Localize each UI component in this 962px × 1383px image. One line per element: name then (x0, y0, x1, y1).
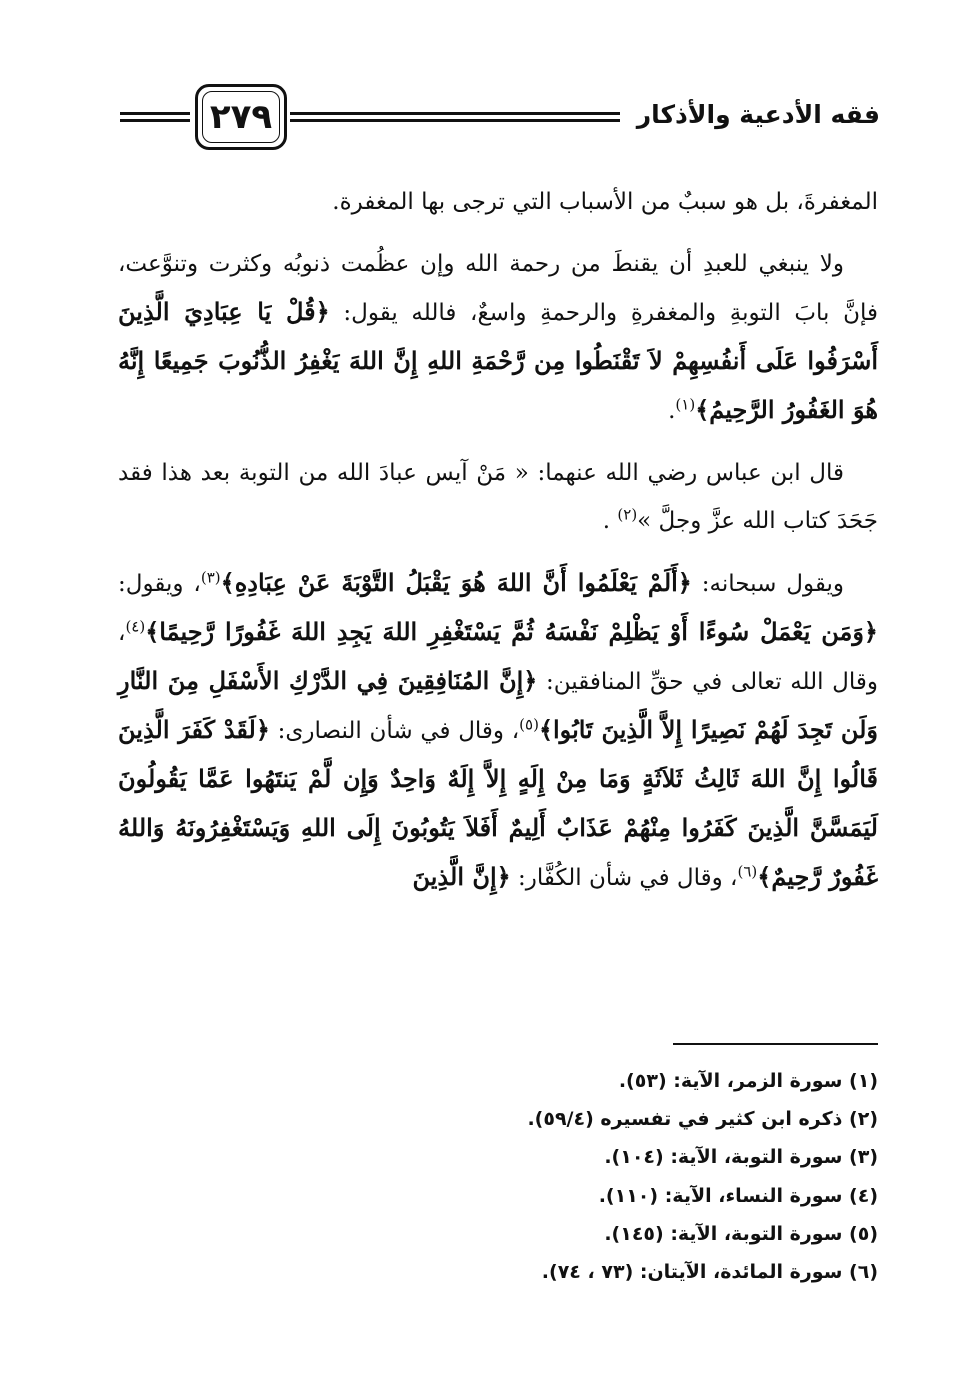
quran-verse: ﴿وَمَن يَعْمَلْ سُوءًا أَوْ يَظْلِمْ نَفْسَهُ ثُمَّ يَسْتَغْفِرِ اللهَ يَجِدِ اللهَ غَفُورًا رَّحِيمًا﴾ (145, 617, 878, 646)
paragraph-4-text: ويقول سبحانه: (691, 571, 845, 597)
paragraph-4 (118, 559, 878, 902)
quran-verse: ﴿لَقَدْ كَفَرَ الَّذِينَ قَالُوا إِنَّ اللهَ ثَالِثُ ثَلاَثَةٍ وَمَا مِنْ إِلَهٍ إِلاَّ إِلَهٌ وَاحِدٌ وَإِن لَّمْ يَنتَهُوا عَمَّا يَقُولُونَ لَيَمَسَّنَّ الَّذِينَ كَفَرُوا مِنْهُمْ عَذَابٌ أَلِيمٌ أَفَلاَ يَتُوبُونَ إِلَى اللهِ وَيَسْتَغْفِرُونَهُ وَاللهُ غَفُورٌ رَّحِيمٌ﴾ (118, 715, 878, 891)
footnote-1: (١) سورة الزمر، الآية: (٥٣). (618, 1070, 878, 1092)
footnote-reference: (٣) (200, 568, 221, 587)
footnote-reference: (٦) (737, 862, 758, 881)
main-text (118, 178, 878, 916)
footnote-5: (٥) سورة التوبة، الآية: (١٤٥). (604, 1222, 878, 1245)
period: . (668, 398, 676, 424)
paragraph-4-text: ، وقال في شأن الكُفَّار: (510, 865, 738, 891)
quran-verse: ﴿إِنَّ المُنَافِقِينَ فِي الدَّرْكِ الأَسْفَلِ مِنَ النَّارِ وَلَن تَجِدَ لَهُمْ نَصِيرًا إِلاَّ الَّذِينَ تَابُوا﴾ (118, 666, 878, 744)
quran-verse: ﴿أَلَمْ يَعْلَمُوا أَنَّ اللهَ هُوَ يَقْبَلُ التَّوْبَةَ عَنْ عِبَادِهِ﴾ (220, 568, 692, 597)
page-number: ٢٧٩ (195, 84, 287, 150)
quran-verse: ﴿إِنَّ الَّذِينَ (412, 862, 511, 891)
paragraph-4-text: ، وقال في شأن النصارى: (269, 718, 520, 744)
header-rule-middle (290, 112, 620, 122)
footnotes (400, 1062, 878, 1291)
footnote-reference: (٢) (617, 505, 638, 524)
paragraph-2 (118, 240, 878, 435)
header-rule-left (120, 112, 190, 122)
running-title: فقه الأدعية والأذكار (636, 100, 880, 129)
paragraph-2-text: ولا ينبغي للعبدِ أن يقنطَ من رحمة الله وإن عظُمت ذنوبُه وكثرت وتنوَّعت، فإنَّ بابَ التوبةِ والمغفرةِ والرحمةِ واسعٌ، فالله يقول: (118, 251, 878, 326)
footnote-4: (٤) سورة النساء، الآية: (١١٠). (598, 1184, 878, 1207)
period: . (602, 508, 618, 534)
footnote-reference: (٤) (125, 617, 146, 636)
paragraph-3-text: قال ابن عباس رضي الله عنهما: « مَنْ آيس عبادَ الله من التوبة بعد هذا فقد جَحَدَ كتاب الله عزَّ وجلَّ » (118, 460, 878, 534)
quran-verse: ﴿قُلْ يَا عِبَادِيَ الَّذِينَ أَسْرَفُوا عَلَى أَنفُسِهِمْ لاَ تَقْنَطُوا مِن رَّحْمَةِ اللهِ إِنَّ اللهَ يَغْفِرُ الذُّنُوبَ جَمِيعًا إِنَّهُ هُوَ الغَفُورُ الرَّحِيمُ﴾ (118, 297, 878, 424)
footnote-3: (٣) سورة التوبة، الآية: (١٠٤). (604, 1146, 878, 1169)
footnote-6: (٦) سورة المائدة، الآيتان: (٧٣ ، ٧٤). (541, 1261, 878, 1284)
paragraph-3 (118, 449, 878, 545)
footnote-2: (٢) ذكره ابن كثير في تفسيره (٥٩/٤). (527, 1108, 878, 1131)
paragraph-4-text: ، وقال الله تعالى في حقِّ المنافقين: (118, 620, 879, 695)
paragraph-4-text: ، ويقول: (118, 571, 201, 597)
footnote-reference: (١) (675, 395, 696, 414)
page-header (120, 78, 880, 158)
paragraph-1: المغفرةَ، بل هو سببٌ من الأسباب التي ترجى بها المغفرة. (332, 189, 878, 215)
footnote-reference: (٥) (519, 715, 539, 734)
footnote-separator (673, 1043, 878, 1045)
